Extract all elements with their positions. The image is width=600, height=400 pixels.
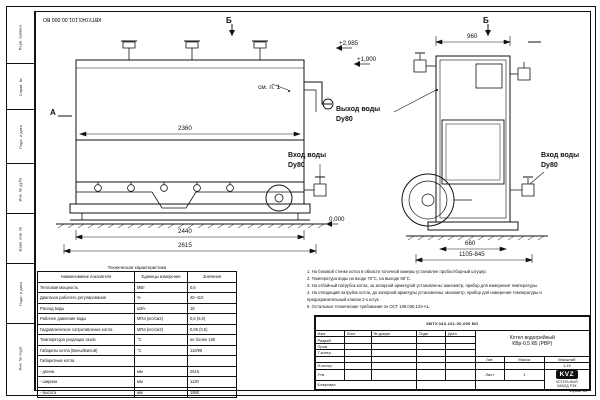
table-row bbox=[38, 356, 237, 367]
company-name-line2: ЗАВОД РЭК bbox=[557, 384, 577, 389]
stamp-col-docnum: № докум. bbox=[371, 331, 416, 337]
stamp-sheet-label: Лист bbox=[475, 369, 504, 380]
view-marker-a: А bbox=[50, 108, 56, 117]
callout-water-inlet-left-line1: Вход воды bbox=[288, 152, 327, 159]
strip-cell-1: Справ. № bbox=[7, 63, 34, 110]
cell: Расход воды bbox=[38, 303, 135, 314]
dim-side-top: 960 bbox=[467, 33, 478, 40]
table-row bbox=[38, 293, 237, 304]
stamp-role-1: Пров. bbox=[316, 343, 345, 349]
drawing-sheet bbox=[6, 6, 596, 396]
see-item-note: см. п. 1 bbox=[258, 84, 281, 91]
stamp-role-2: Т.контр. bbox=[316, 350, 345, 356]
company-logo bbox=[556, 370, 579, 379]
table-row bbox=[38, 387, 237, 398]
cell: не более 180 bbox=[188, 335, 237, 346]
table-row bbox=[38, 377, 237, 388]
table-row bbox=[38, 345, 237, 356]
note-2: 3. На отбойный патрубок котла, за запорной арматурой установлены: манометр, прибор для измерения температуры. bbox=[307, 283, 538, 288]
dim-side-total: 1105-845 bbox=[459, 251, 485, 258]
cell: 0,06 (0,6) bbox=[188, 324, 237, 335]
cell: 0,5 bbox=[188, 282, 237, 293]
view-marker-b-top: Б bbox=[226, 16, 232, 25]
elevation-1: +1,900 bbox=[357, 56, 377, 63]
callout-water-inlet-right-line1: Вход воды bbox=[541, 152, 580, 159]
dim-side-inner: 660 bbox=[465, 240, 476, 247]
cell: МВт bbox=[135, 282, 188, 293]
cell: % bbox=[135, 293, 188, 304]
note-3: 4. На отводящий патрубок котла, до запорной арматуры установлены: манометр, прибор для измерения температуры и предохранительный клапан 2-х штук. bbox=[307, 290, 542, 302]
technical-notes bbox=[307, 268, 547, 310]
strip-cell-2: Подп. и дата bbox=[7, 109, 34, 164]
cell: Рабочее давление воды bbox=[38, 314, 135, 325]
stamp-col-data: Дата bbox=[446, 331, 475, 337]
elevation-2: 0,000 bbox=[329, 216, 345, 223]
dim-front-mid: 2440 bbox=[178, 228, 192, 235]
stamp-scale-value: 1:15 bbox=[544, 363, 589, 369]
stamp-role-4: Н.контр. bbox=[316, 363, 345, 369]
cell: Габаритные котла bbox=[38, 356, 135, 367]
callout-water-outlet-line2: Dу80 bbox=[336, 116, 353, 123]
strip-cell-3: Инв. № дубл. bbox=[7, 163, 34, 214]
stamp-lit-header: Лит. bbox=[475, 356, 504, 362]
dim-front-total: 2615 bbox=[178, 242, 192, 249]
dim-front-inner: 2360 bbox=[178, 125, 192, 132]
callout-water-inlet-left-line2: Dу80 bbox=[288, 162, 305, 169]
view-marker-b-right: Б bbox=[483, 16, 489, 25]
title-block-table bbox=[315, 316, 590, 390]
note-4: 5. Остальные технические требования по ОСТ 108.030.133-AL. bbox=[307, 304, 431, 309]
stamp-sheet-value: 1 bbox=[504, 369, 544, 380]
cell: м3/ч bbox=[135, 303, 188, 314]
company-name-line1: КОТЕЛЬНЫЙ bbox=[555, 379, 578, 384]
cell: 110/95 bbox=[188, 345, 237, 356]
cell: Температура уходящих газов bbox=[38, 335, 135, 346]
table-row bbox=[38, 366, 237, 377]
cell bbox=[188, 356, 237, 367]
stamp-role-5: Утв. bbox=[316, 369, 345, 380]
cell: Габариты котла (Внеш/Вилой) bbox=[38, 345, 135, 356]
cell: Тепловая мощность bbox=[38, 282, 135, 293]
title-block bbox=[314, 315, 591, 391]
cell: 0,6 (6,0) bbox=[188, 314, 237, 325]
stamp-mass-header: Масса bbox=[504, 356, 544, 362]
stamp-col-podp: Подп. bbox=[417, 331, 446, 337]
product-title-line2: КВр-0,5 КБ (РВР) bbox=[512, 341, 553, 347]
callout-water-inlet-right-line2: Dу80 bbox=[541, 162, 558, 169]
company-badge-text: KVZ bbox=[559, 371, 575, 379]
table-row bbox=[38, 282, 237, 293]
stamp-blank bbox=[417, 380, 476, 389]
stamp-blank bbox=[371, 369, 416, 380]
table-row bbox=[38, 335, 237, 346]
cell bbox=[135, 356, 188, 367]
table-row bbox=[38, 324, 237, 335]
cell: °С bbox=[135, 335, 188, 346]
cell: °С bbox=[135, 345, 188, 356]
callout-water-outlet-line1: Выход воды bbox=[336, 106, 381, 113]
cell: 1130 bbox=[188, 377, 237, 388]
stamp-scale-header: Масштаб bbox=[544, 356, 589, 362]
cell: МПа (кгс/см2) bbox=[135, 324, 188, 335]
spec-header-0: Наименование показателя bbox=[38, 272, 135, 283]
sheet-format: Формат А3 bbox=[568, 389, 587, 393]
cell: - длина bbox=[38, 366, 135, 377]
stamp-blank bbox=[417, 369, 446, 380]
kopir-label: Копировал bbox=[316, 380, 417, 389]
stamp-role-0: Разраб. bbox=[316, 337, 345, 343]
cell: мм bbox=[135, 377, 188, 388]
spec-header-1: Единицы измерения bbox=[135, 272, 188, 283]
technical-spec-table bbox=[37, 265, 237, 398]
cell: 2615 bbox=[188, 366, 237, 377]
table-row bbox=[38, 303, 237, 314]
top-inverted-code: КВТУ.043.101.00.000 ВО bbox=[43, 16, 102, 22]
note-0: 1. На боковой стенке котла в области топочной камеры установлен пробоотборный штуцер. bbox=[307, 269, 487, 274]
table-row bbox=[38, 314, 237, 325]
cell: мм bbox=[135, 387, 188, 398]
cell: 18 bbox=[188, 303, 237, 314]
spec-table bbox=[37, 271, 237, 398]
cell: 40–110 bbox=[188, 293, 237, 304]
cell: МПа (кгс/см2) bbox=[135, 314, 188, 325]
spec-title: Техническая характеристика bbox=[107, 265, 167, 270]
spec-header-2: Значения bbox=[188, 272, 237, 283]
stamp-blank bbox=[345, 369, 372, 380]
strip-cell-6: Инв. № подл. bbox=[7, 323, 34, 392]
cell: - ширина bbox=[38, 377, 135, 388]
doc-code: КВТУ.043.101.00.000 ВО bbox=[316, 317, 590, 331]
format-label bbox=[475, 380, 544, 389]
note-1: 2. Температура воды на входе 70°С, на выходе 95°С. bbox=[307, 276, 411, 281]
strip-cell-0: Перв. примен. bbox=[18, 23, 23, 51]
elevation-0: +2,985 bbox=[339, 40, 359, 47]
stamp-blank bbox=[446, 369, 475, 380]
cell: мм bbox=[135, 366, 188, 377]
stamp-col-list: Лист bbox=[345, 331, 372, 337]
spec-header-row bbox=[38, 272, 237, 283]
cell: 1950 bbox=[188, 387, 237, 398]
strip-cell-4: Взам. инв. № bbox=[7, 213, 34, 264]
strip-cell-5: Подп. и дата bbox=[7, 263, 34, 324]
product-title-line1: Котел водогрейный bbox=[509, 335, 555, 341]
cell: Гидравлическое сопротивление котла bbox=[38, 324, 135, 335]
cell: - высота bbox=[38, 387, 135, 398]
cell: Диапазон рабочего регулирования bbox=[38, 293, 135, 304]
stamp-col-izm: Изм. bbox=[316, 331, 345, 337]
